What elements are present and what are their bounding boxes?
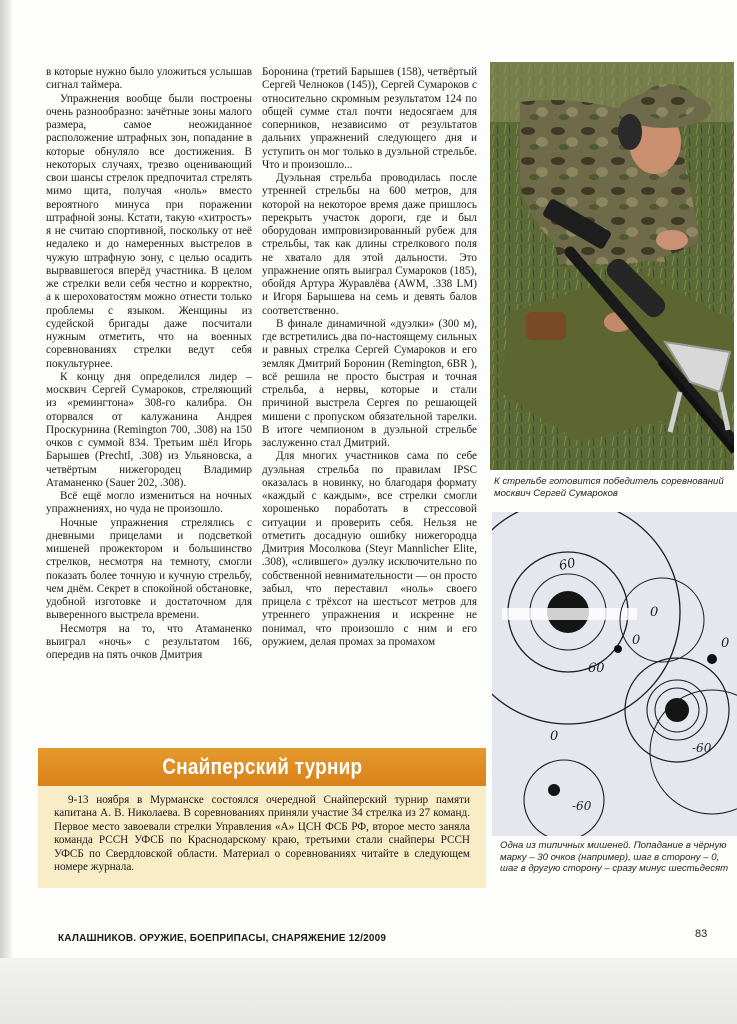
page-number: 83 bbox=[695, 928, 708, 940]
article-column-2 bbox=[262, 66, 477, 649]
label-minus-60-right: -60 bbox=[692, 741, 712, 755]
article-paragraph: в которые нужно было уложиться услышав сигнал таймера. bbox=[46, 66, 252, 92]
shooter-photo bbox=[490, 62, 734, 470]
label-0-c: 0 bbox=[550, 729, 559, 744]
page-gutter-shadow bbox=[0, 0, 12, 1024]
article-paragraph: Дуэльная стрельба проводилась после утренней стрельбы на 600 метров, для которой на некоторое время даже пришлось перекрыть участок дороги, где и был оборудован импровизированный рубеж для стрельбы, так как длины стрелкового поля не хватало для этой дальности. Это упражнение опять выиграл Сумароков (185), обойдя Артура Журавлёва (AWM, .338 LM) и Игоря Барышева на семь и девять балов соответственно. bbox=[262, 172, 477, 317]
shooter-photo-illustration bbox=[490, 62, 734, 470]
label-0-a: 0 bbox=[632, 633, 641, 648]
hit-dot bbox=[614, 645, 622, 653]
sidebar-title: Снайперский турнир bbox=[161, 754, 363, 779]
article-paragraph: К концу дня определился лидер – москвич Сергей Сумароков, стреляющий из «ремингтона» 308-го калибра. Он оторвался от калужанина Андрея Проскурнина (Remington 700, .308) на 150 очков с суммой 834. Третьим шёл Игорь Барышев (Prechtl, .308) из Ульяновска, а четвёртым нижегородец Владимир Атаманенко (Sauer 202, .308). bbox=[46, 370, 252, 489]
target-caption: Одна из типичных мишеней. Попадание в чёрную марку – 30 очков (например), шаг в сторону – 0, шаг в другую сторону – сразу минус шестьдесят bbox=[500, 840, 729, 874]
target-bullseye bbox=[548, 784, 560, 796]
article-paragraph: Для многих участников сама по себе дуэльная стрельба по правилам IPSC оказалась в новинку, но благодаря формату «каждый с каждым», все стрелки смогли хорошенько поработать в стрессовой ситуации и проверить себя. Нельзя не отметить досадную ошибку нижегородца Дмитрия Мосолкова (Steyr Mannlicher Elite, .308), «слившего» дуэлку исключительно по собственной невнимательности — он просто забыл, что переставил «ноль» своего прицела с трёхсот на шестьсот метров для утреннего упражнения и искренне не понимал, что произошло с ним и его оружием, делая промах за промахом bbox=[262, 450, 477, 648]
label-0-left: 0 bbox=[650, 605, 659, 620]
label-minus-60-left: -60 bbox=[572, 799, 592, 813]
sidebar-box bbox=[38, 748, 486, 888]
article-paragraph: Несмотря на то, что Атаманенко выиграл «ночь» с результатом 166, опередив на пять очков Дмитрия bbox=[46, 622, 252, 661]
article-paragraph: Всё ещё могло измениться на ночных упражнениях, но чуда не произошло. bbox=[46, 490, 252, 516]
scan-bottom-margin bbox=[0, 958, 737, 1024]
target-bullseye bbox=[665, 698, 689, 722]
label-60-mid: 60 bbox=[588, 661, 605, 676]
sidebar-banner bbox=[38, 748, 486, 786]
target-illustration bbox=[492, 512, 737, 836]
label-60-top: 60 bbox=[557, 555, 578, 574]
label-0-b: 0 bbox=[721, 636, 730, 651]
magazine-footer: КАЛАШНИКОВ. ОРУЖИЕ, БОЕПРИПАСЫ, СНАРЯЖЕНИЕ 12/2009 bbox=[58, 933, 387, 944]
photo-caption: К стрельбе готовится победитель соревнований москвич Сергей Сумароков bbox=[494, 476, 724, 499]
article-paragraph: Упражнения вообще были построены очень разнообразно: зачётные зоны малого размера, самое неожиданное расположение штрафных зон, попадание в которые обнуляло все достижения. В некоторых случаях, трезво оценивающий свои шансы стрелок предпочитал стрелять мимо щита, получая «ноль» вместо вероятного минуса при поражении штрафной зоны. Кстати, такую «хитрость» я не считаю спортивной, поскольку от неё недалеко и до намеренных выстрелов в чужую штрафную зону, с целью осадить вырвавшегося вперёд участника. В целом же стрелки вели себя честно и корректно, а к шероховатостям можно отнести только проблемы с языком. Женщины из судейской бригады даже посчитали нужным отметить, что на военных соревнованиях стрелки ведут себя покультурнее. bbox=[46, 92, 252, 370]
hit-dot bbox=[707, 654, 717, 664]
article-paragraph: Ночные упражнения стрелялись с дневными прицелами и подсветкой мишеней прожектором и большинство стрелков, несмотря на темноту, смогли показать более точную и кучную стрельбу, чем днём. Секрет в спокойной обстановке, удобной изготовке и достаточном для выверенного выстрела времени. bbox=[46, 516, 252, 622]
article-paragraph: В финале динамичной «дуэлки» (300 м), где встретились два по-настоящему сильных и равных стрелка Сергей Сумароков и его земляк Дмитрий Боронин (Remington, 6BR ), всё решила не просто быстрая и точная стрельба, а нервы, которые и стали причиной выстрела Сергея по решающей мишени с пропуском обязательной тарелки. В итоге чемпионом в дуэльной стрельбе заслуженно стал Дмитрий. bbox=[262, 317, 477, 449]
article-paragraph: Боронина (третий Барышев (158), четвёртый Сергей Челноков (145)), Сергей Сумароков с относительно скромным результатом 124 по общей сумме стал почти недосягаем для соперников, независимо от результатов дальних упражнений следующего дня и уступить он мог только в дуэльной стрельбе. Что и произошло... bbox=[262, 66, 477, 171]
target-photo bbox=[492, 512, 737, 836]
article-column-1 bbox=[46, 66, 252, 662]
sidebar-text: 9-13 ноября в Мурманске состоялся очередной Снайперский турнир памяти капитана А. В. Николаева. В соревнованиях приняли участие 34 стрелка из 27 команд. Первое место завоевали стрелки Управления «А» ЦСН ФСБ РФ, второе место заняла команда РССН УФСБ по Краснодарскому краю, третьими стали снайперы РССН УФСБ по Свердловской области. Материал о соревнованиях читайте в следующем номере журнала. bbox=[54, 794, 470, 874]
